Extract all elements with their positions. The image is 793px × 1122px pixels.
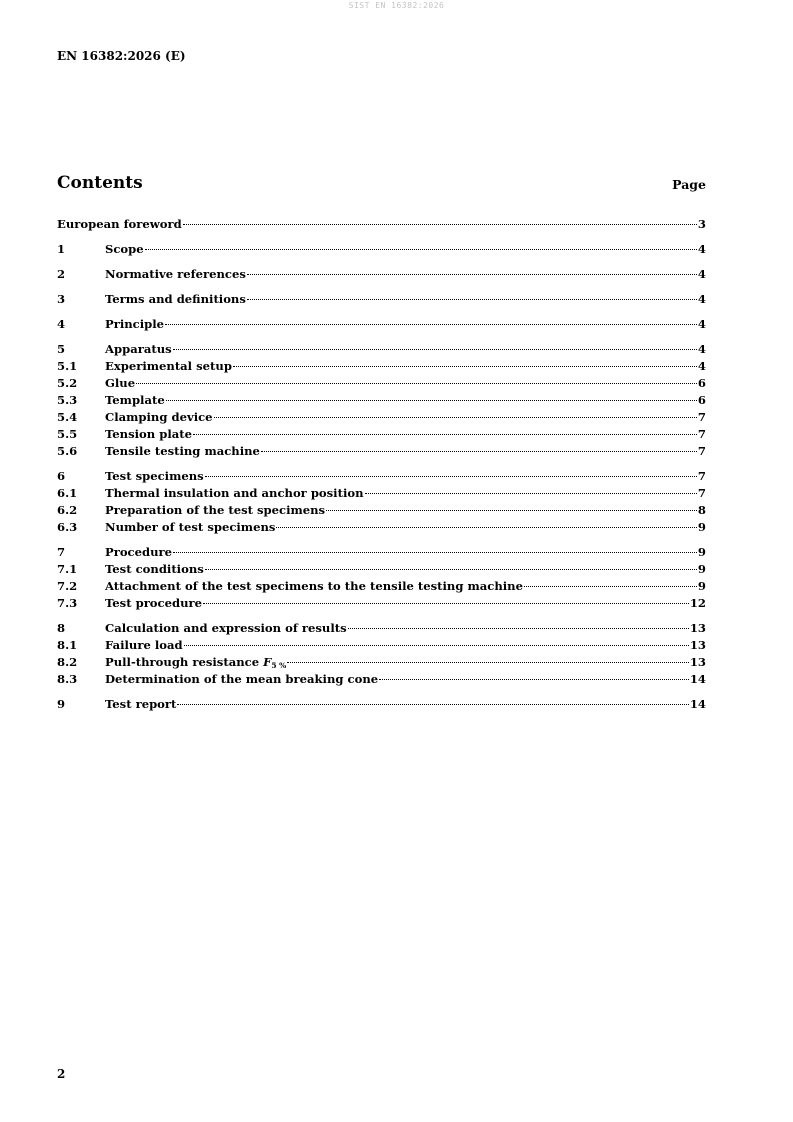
toc-entry-page: 7 [697,486,706,500]
toc-entry-number: 8.1 [57,638,78,652]
toc-entry[interactable] [57,502,706,519]
toc-entry-page: 14 [689,697,706,711]
toc-entry-page: 7 [697,469,706,483]
toc-leader-dots [205,475,697,477]
toc-entry-number: 8 [57,621,66,635]
toc-leader-dots [166,399,697,401]
toc-entry-number: 1 [57,242,66,256]
toc-entry-number: 5.6 [57,444,78,458]
toc-leader-dots [287,661,689,663]
toc-leader-dots [247,298,697,300]
toc-entry-number: 5.5 [57,427,78,441]
toc-entry-page: 9 [697,520,706,534]
toc-entry[interactable] [57,637,706,654]
toc-entry-page: 13 [689,638,706,652]
toc-entry-page: 12 [689,596,706,610]
toc-entry-title: Test conditions [105,562,204,576]
toc-entry[interactable] [57,595,706,612]
toc-entry-title: Thermal insulation and anchor position [105,486,364,500]
toc-leader-dots [173,551,697,553]
toc-entry[interactable] [57,291,706,308]
toc-entry-page: 4 [697,342,706,356]
toc-entry-number: 7.2 [57,579,78,593]
toc-entry-number: 7.3 [57,596,78,610]
toc-leader-dots [276,526,697,528]
toc-entry-title: European foreword [57,217,182,231]
toc-entry-title: Tensile testing machine [105,444,260,458]
toc-entry-title: Terms and definitions [105,292,246,306]
toc-entry-title: Attachment of the test specimens to the tensile testing machine [105,579,523,593]
toc-entry[interactable] [57,426,706,443]
toc-entry-number: 7 [57,545,66,559]
toc-leader-dots [193,433,697,435]
watermark: SIST EN 16382:2026 [348,1,445,10]
toc-entry-page: 3 [697,217,706,231]
toc-entry-number: 9 [57,697,66,711]
toc-entry-number: 6.3 [57,520,78,534]
toc-entry[interactable] [57,358,706,375]
toc-entry-title: Principle [105,317,165,331]
toc-entry-title: Template [105,393,165,407]
toc-leader-dots [136,382,697,384]
toc-entry[interactable] [57,468,706,485]
toc-entry[interactable] [57,654,706,671]
toc-entry-title-text: Pull-through resistance [105,655,264,669]
toc-entry[interactable] [57,519,706,536]
toc-leader-dots [184,644,689,646]
toc-entry[interactable] [57,241,706,258]
toc-entry-title: Experimental setup [105,359,232,373]
toc-entry-number: 3 [57,292,66,306]
toc-entry[interactable] [57,620,706,637]
toc-entry-title: Number of test specimens [105,520,276,534]
toc-entry-title: Preparation of the test specimens [105,503,326,517]
toc-entry-title: Normative references [105,267,246,281]
toc-leader-dots [247,273,697,275]
toc-entry-number: 7.1 [57,562,78,576]
document-id: EN 16382:2026 (E) [57,49,186,63]
toc-entry-number: 6.2 [57,503,78,517]
toc-entry-page: 7 [697,410,706,424]
toc-entry-page: 8 [697,503,706,517]
toc-leader-dots [145,248,697,250]
table-of-contents [57,216,706,713]
toc-entry-title: Glue [105,376,136,390]
toc-leader-dots [203,602,689,604]
toc-entry-title: Scope [105,242,144,256]
toc-entry-title: Test specimens [105,469,204,483]
toc-entry[interactable] [57,392,706,409]
toc-entry-page: 9 [697,579,706,593]
toc-entry-title: Determination of the mean breaking cone [105,672,379,686]
toc-entry[interactable] [57,485,706,502]
toc-leader-dots [173,348,697,350]
toc-leader-dots [365,492,697,494]
toc-entry-page: 7 [697,427,706,441]
toc-entry-page: 4 [697,317,706,331]
toc-entry-number: 6.1 [57,486,78,500]
force-symbol: F [263,655,272,669]
toc-leader-dots [261,450,697,452]
toc-entry-number: 6 [57,469,66,483]
toc-entry-title: Procedure [105,545,173,559]
toc-entry[interactable] [57,671,706,688]
toc-entry-title: Apparatus [105,342,172,356]
toc-leader-dots [524,585,697,587]
toc-entry[interactable] [57,443,706,460]
toc-entry-page: 9 [697,562,706,576]
toc-entry-number: 5 [57,342,66,356]
toc-leader-dots [379,678,689,680]
toc-entry-page: 6 [697,376,706,390]
toc-entry-number: 5.2 [57,376,78,390]
toc-entry-title: Test report [105,697,177,711]
toc-entry[interactable] [57,216,706,233]
toc-leader-dots [348,627,689,629]
toc-entry-page: 4 [697,292,706,306]
toc-entry[interactable] [57,409,706,426]
toc-entry-page: 6 [697,393,706,407]
toc-entry-page: 9 [697,545,706,559]
toc-leader-dots [205,568,697,570]
toc-entry-number: 2 [57,267,66,281]
toc-entry-page: 13 [689,655,706,669]
toc-entry-title: Clamping device [105,410,213,424]
toc-entry[interactable] [57,341,706,358]
toc-entry[interactable] [57,544,706,561]
toc-entry-title: Calculation and expression of results [105,621,347,635]
toc-leader-dots [165,323,697,325]
toc-entry-number: 4 [57,317,66,331]
toc-entry-page: 13 [689,621,706,635]
toc-entry-page: 4 [697,242,706,256]
contents-title: Contents [57,173,143,193]
toc-entry-page: 4 [697,267,706,281]
toc-entry-title: Test procedure [105,596,202,610]
toc-entry[interactable] [57,266,706,283]
toc-leader-dots [177,703,688,705]
toc-leader-dots [233,365,697,367]
toc-entry-number: 8.3 [57,672,78,686]
toc-entry-page: 4 [697,359,706,373]
toc-entry-number: 5.1 [57,359,78,373]
toc-entry-number: 5.4 [57,410,78,424]
toc-entry-title: Tension plate [105,427,192,441]
toc-leader-dots [183,223,697,225]
toc-leader-dots [326,509,697,511]
toc-entry-number: 5.3 [57,393,78,407]
toc-entry[interactable] [57,578,706,595]
toc-leader-dots [214,416,697,418]
page-column-label: Page [672,177,706,192]
toc-entry[interactable] [57,375,706,392]
footer-page-number: 2 [57,1067,66,1081]
toc-entry[interactable] [57,316,706,333]
toc-entry-title: Failure load [105,638,183,652]
toc-entry-number: 8.2 [57,655,78,669]
force-subscript: 5 % [271,661,287,670]
toc-entry[interactable] [57,696,706,713]
toc-entry-page: 14 [689,672,706,686]
toc-entry[interactable] [57,561,706,578]
toc-entry-page: 7 [697,444,706,458]
